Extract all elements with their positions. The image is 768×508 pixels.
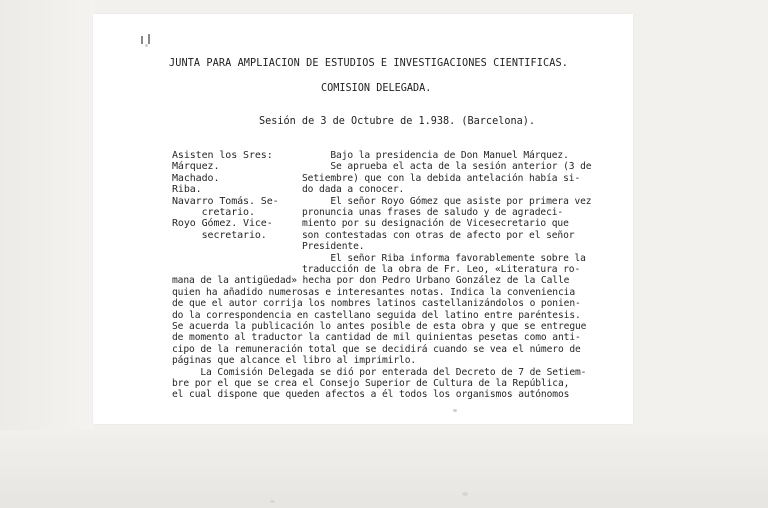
paragraph-line: El señor Royo Gómez que asiste por primera vez [302,195,592,207]
scan-background-bottom [0,430,768,508]
paragraph-line: El señor Riba informa favorablemente sobre la [302,252,586,264]
paragraph-line: Setiembre) que con la debida antelación había si- [302,172,581,184]
paragraph-line: Bajo la presidencia de Don Manuel Márquez. [302,150,569,161]
paragraph-line: el cual dispone que queden afectos a él todos los organismos autónomos [172,389,570,401]
paragraph-line: do dada a conocer. [302,184,405,196]
paper-speck [145,44,148,47]
attendee-line: Márquez. [172,161,220,173]
attendees-label: Asisten los Sres: [172,150,273,161]
paragraph-line: do la correspondencia en castellano seguida del latino entre paréntesis. [172,309,581,321]
attendee-line: secretario. [172,229,267,241]
paragraph-line: La Comisión Delegada se dió por enterada del Decreto de 7 de Setiem- [172,366,587,378]
paragraph-line: cipo de la remuneración total que se decidirá cuando se vea el número de [172,343,581,355]
paragraph-line: mana de la antigüedad» hecha por don Pedro Urbano González de la Calle [172,275,570,287]
paragraph-line: traducción de la obra de Fr. Leo, «Literatura ro- [302,264,581,275]
attendee-line: cretario. [172,207,255,218]
attendee-line: Navarro Tomás. Se- [172,195,279,207]
paragraph-line: quien ha añadido numerosas e interesantes notas. Indica la conveniencia [172,286,575,298]
attendee-line: Royo Gómez. Vice- [172,218,273,230]
paragraph-line: pronuncia unas frases de saludo y de agradeci- [302,207,564,218]
paragraph-line: Se aprueba el acta de la sesión anterior (3 de [302,161,592,173]
paragraph-line: de momento al traductor la cantidad de mil quinientas pesetas como anti- [172,332,581,344]
paragraph-line: bre por el que se crea el Consejo Superior de Cultura de la República, [172,378,570,389]
document-subtitle: COMISION DELEGADA. [321,83,432,94]
paragraph-line: miento por su designación de Vicesecretario que [302,218,569,230]
attendee-line: Machado. [172,172,220,184]
paragraph-line: son contestadas con otras de afecto por el señor [302,229,575,241]
staple-mark [148,34,150,44]
paper-speck [270,500,275,503]
attendee-line: Riba. [172,184,202,196]
staple-mark [141,36,143,44]
session-line: Sesión de 3 de Octubre de 1.938. (Barcelona). [259,116,536,127]
paper-speck [462,492,468,496]
paragraph-line: Se acuerda la publicación lo antes posible de esta obra y que se entregue [172,321,587,332]
paragraph-line: páginas que alcance el libro al imprimirlo. [172,355,417,367]
paper-speck [453,409,457,412]
document-title: JUNTA PARA AMPLIACION DE ESTUDIOS E INVESTIGACIONES CIENTIFICAS. [169,58,568,69]
document-page [93,14,633,424]
paragraph-line: Presidente. [302,241,365,253]
paragraph-line: de que el autor corrija los nombres latinos castellanizándolos o ponien- [172,298,581,310]
